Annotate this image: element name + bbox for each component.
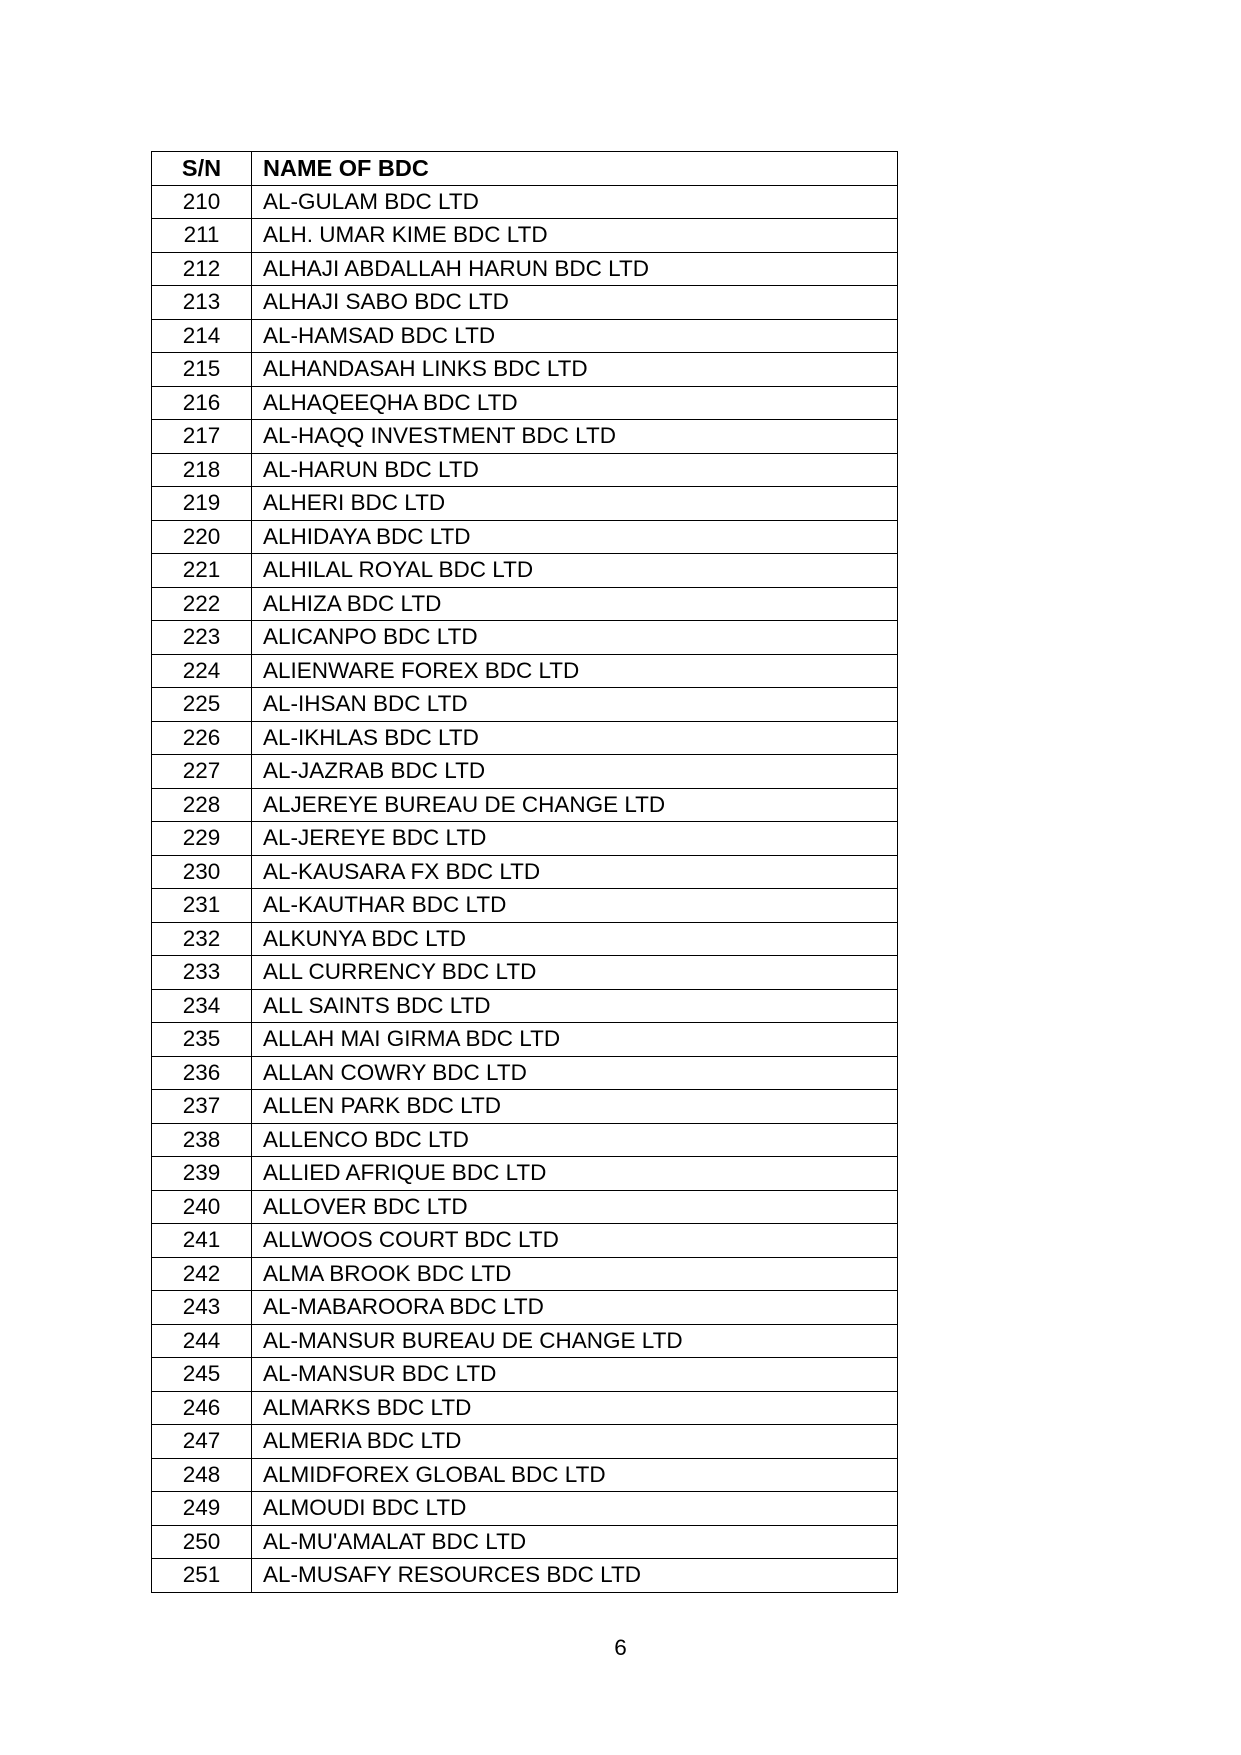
- bdc-name-cell: ALLIED AFRIQUE BDC LTD: [252, 1157, 898, 1191]
- serial-number-cell: 217: [152, 420, 252, 454]
- bdc-name-cell: AL-IHSAN BDC LTD: [252, 688, 898, 722]
- table-row: [152, 1123, 898, 1157]
- serial-number-cell: 224: [152, 654, 252, 688]
- serial-number-cell: 215: [152, 353, 252, 387]
- bdc-name-cell: ALHIZA BDC LTD: [252, 587, 898, 621]
- bdc-name-cell: AL-JEREYE BDC LTD: [252, 822, 898, 856]
- serial-number-cell: 223: [152, 621, 252, 655]
- table-row: [152, 1090, 898, 1124]
- serial-number-cell: 227: [152, 755, 252, 789]
- serial-number-cell: 220: [152, 520, 252, 554]
- page-number: 6: [614, 1635, 627, 1660]
- table-row: [152, 755, 898, 789]
- bdc-name-cell: ALKUNYA BDC LTD: [252, 922, 898, 956]
- serial-number-cell: 247: [152, 1425, 252, 1459]
- bdc-name-cell: AL-HARUN BDC LTD: [252, 453, 898, 487]
- serial-number-cell: 212: [152, 252, 252, 286]
- serial-number-cell: 237: [152, 1090, 252, 1124]
- serial-number-cell: 235: [152, 1023, 252, 1057]
- table-row: [152, 1157, 898, 1191]
- serial-number-cell: 236: [152, 1056, 252, 1090]
- serial-number-cell: 229: [152, 822, 252, 856]
- table-row: [152, 487, 898, 521]
- serial-number-cell: 246: [152, 1391, 252, 1425]
- table-row: [152, 1425, 898, 1459]
- serial-number-cell: 231: [152, 889, 252, 923]
- table-row: [152, 219, 898, 253]
- serial-number-cell: 234: [152, 989, 252, 1023]
- table-row: [152, 889, 898, 923]
- table-body: [152, 185, 898, 1592]
- serial-number-cell: 249: [152, 1492, 252, 1526]
- bdc-name-cell: ALHIDAYA BDC LTD: [252, 520, 898, 554]
- bdc-name-cell: ALLAH MAI GIRMA BDC LTD: [252, 1023, 898, 1057]
- serial-number-cell: 228: [152, 788, 252, 822]
- table-row: [152, 1023, 898, 1057]
- bdc-name-cell: AL-HAQQ INVESTMENT BDC LTD: [252, 420, 898, 454]
- serial-number-cell: 216: [152, 386, 252, 420]
- header-name: NAME OF BDC: [252, 152, 898, 186]
- serial-number-cell: 232: [152, 922, 252, 956]
- table-row: [152, 185, 898, 219]
- bdc-name-cell: ALICANPO BDC LTD: [252, 621, 898, 655]
- bdc-name-cell: ALLEN PARK BDC LTD: [252, 1090, 898, 1124]
- serial-number-cell: 211: [152, 219, 252, 253]
- bdc-name-cell: ALLENCO BDC LTD: [252, 1123, 898, 1157]
- table-row: [152, 1190, 898, 1224]
- serial-number-cell: 214: [152, 319, 252, 353]
- table-row: [152, 286, 898, 320]
- bdc-name-cell: ALHAJI ABDALLAH HARUN BDC LTD: [252, 252, 898, 286]
- serial-number-cell: 225: [152, 688, 252, 722]
- table-row: [152, 822, 898, 856]
- bdc-name-cell: ALLAN COWRY BDC LTD: [252, 1056, 898, 1090]
- table-row: [152, 1257, 898, 1291]
- bdc-name-cell: ALHILAL ROYAL BDC LTD: [252, 554, 898, 588]
- table-row: [152, 654, 898, 688]
- header-sn: S/N: [152, 152, 252, 186]
- table-row: [152, 688, 898, 722]
- table-row: [152, 788, 898, 822]
- table-row: [152, 319, 898, 353]
- table-row: [152, 587, 898, 621]
- table-row: [152, 386, 898, 420]
- bdc-table: [151, 151, 898, 1593]
- table-row: [152, 1324, 898, 1358]
- serial-number-cell: 238: [152, 1123, 252, 1157]
- bdc-name-cell: AL-MANSUR BUREAU DE CHANGE LTD: [252, 1324, 898, 1358]
- bdc-name-cell: AL-MU'AMALAT BDC LTD: [252, 1525, 898, 1559]
- bdc-name-cell: AL-KAUTHAR BDC LTD: [252, 889, 898, 923]
- table-row: [152, 922, 898, 956]
- serial-number-cell: 244: [152, 1324, 252, 1358]
- serial-number-cell: 218: [152, 453, 252, 487]
- serial-number-cell: 240: [152, 1190, 252, 1224]
- serial-number-cell: 243: [152, 1291, 252, 1325]
- bdc-name-cell: AL-HAMSAD BDC LTD: [252, 319, 898, 353]
- bdc-name-cell: ALMERIA BDC LTD: [252, 1425, 898, 1459]
- table-row: [152, 1391, 898, 1425]
- bdc-name-cell: AL-MUSAFY RESOURCES BDC LTD: [252, 1559, 898, 1593]
- bdc-name-cell: AL-MANSUR BDC LTD: [252, 1358, 898, 1392]
- table-row: [152, 252, 898, 286]
- bdc-name-cell: AL-KAUSARA FX BDC LTD: [252, 855, 898, 889]
- serial-number-cell: 221: [152, 554, 252, 588]
- bdc-name-cell: ALHAJI SABO BDC LTD: [252, 286, 898, 320]
- bdc-name-cell: ALMA BROOK BDC LTD: [252, 1257, 898, 1291]
- bdc-name-cell: ALHERI BDC LTD: [252, 487, 898, 521]
- bdc-name-cell: ALLWOOS COURT BDC LTD: [252, 1224, 898, 1258]
- table-row: [152, 1358, 898, 1392]
- serial-number-cell: 222: [152, 587, 252, 621]
- serial-number-cell: 219: [152, 487, 252, 521]
- serial-number-cell: 251: [152, 1559, 252, 1593]
- bdc-name-cell: ALIENWARE FOREX BDC LTD: [252, 654, 898, 688]
- bdc-name-cell: ALHANDASAH LINKS BDC LTD: [252, 353, 898, 387]
- table-row: [152, 1224, 898, 1258]
- bdc-name-cell: ALLOVER BDC LTD: [252, 1190, 898, 1224]
- bdc-name-cell: ALL CURRENCY BDC LTD: [252, 956, 898, 990]
- table-row: [152, 353, 898, 387]
- table-row: [152, 554, 898, 588]
- table-row: [152, 453, 898, 487]
- serial-number-cell: 210: [152, 185, 252, 219]
- bdc-name-cell: AL-MABAROORA BDC LTD: [252, 1291, 898, 1325]
- serial-number-cell: 230: [152, 855, 252, 889]
- table-row: [152, 1492, 898, 1526]
- table-row: [152, 989, 898, 1023]
- table-row: [152, 721, 898, 755]
- table-row: [152, 520, 898, 554]
- serial-number-cell: 245: [152, 1358, 252, 1392]
- table-row: [152, 956, 898, 990]
- table-row: [152, 1458, 898, 1492]
- serial-number-cell: 241: [152, 1224, 252, 1258]
- table-row: [152, 1525, 898, 1559]
- bdc-name-cell: ALMOUDI BDC LTD: [252, 1492, 898, 1526]
- table-row: [152, 621, 898, 655]
- serial-number-cell: 213: [152, 286, 252, 320]
- table-row: [152, 420, 898, 454]
- bdc-name-cell: AL-GULAM BDC LTD: [252, 185, 898, 219]
- serial-number-cell: 226: [152, 721, 252, 755]
- bdc-name-cell: ALJEREYE BUREAU DE CHANGE LTD: [252, 788, 898, 822]
- bdc-name-cell: AL-JAZRAB BDC LTD: [252, 755, 898, 789]
- serial-number-cell: 242: [152, 1257, 252, 1291]
- bdc-name-cell: ALL SAINTS BDC LTD: [252, 989, 898, 1023]
- serial-number-cell: 250: [152, 1525, 252, 1559]
- table-row: [152, 1559, 898, 1593]
- bdc-name-cell: ALMARKS BDC LTD: [252, 1391, 898, 1425]
- serial-number-cell: 233: [152, 956, 252, 990]
- table-row: [152, 1056, 898, 1090]
- bdc-name-cell: ALHAQEEQHA BDC LTD: [252, 386, 898, 420]
- serial-number-cell: 239: [152, 1157, 252, 1191]
- table-header: [152, 152, 898, 186]
- bdc-name-cell: AL-IKHLAS BDC LTD: [252, 721, 898, 755]
- table-row: [152, 855, 898, 889]
- table-row: [152, 1291, 898, 1325]
- header-row: [152, 152, 898, 186]
- bdc-name-cell: ALMIDFOREX GLOBAL BDC LTD: [252, 1458, 898, 1492]
- serial-number-cell: 248: [152, 1458, 252, 1492]
- bdc-name-cell: ALH. UMAR KIME BDC LTD: [252, 219, 898, 253]
